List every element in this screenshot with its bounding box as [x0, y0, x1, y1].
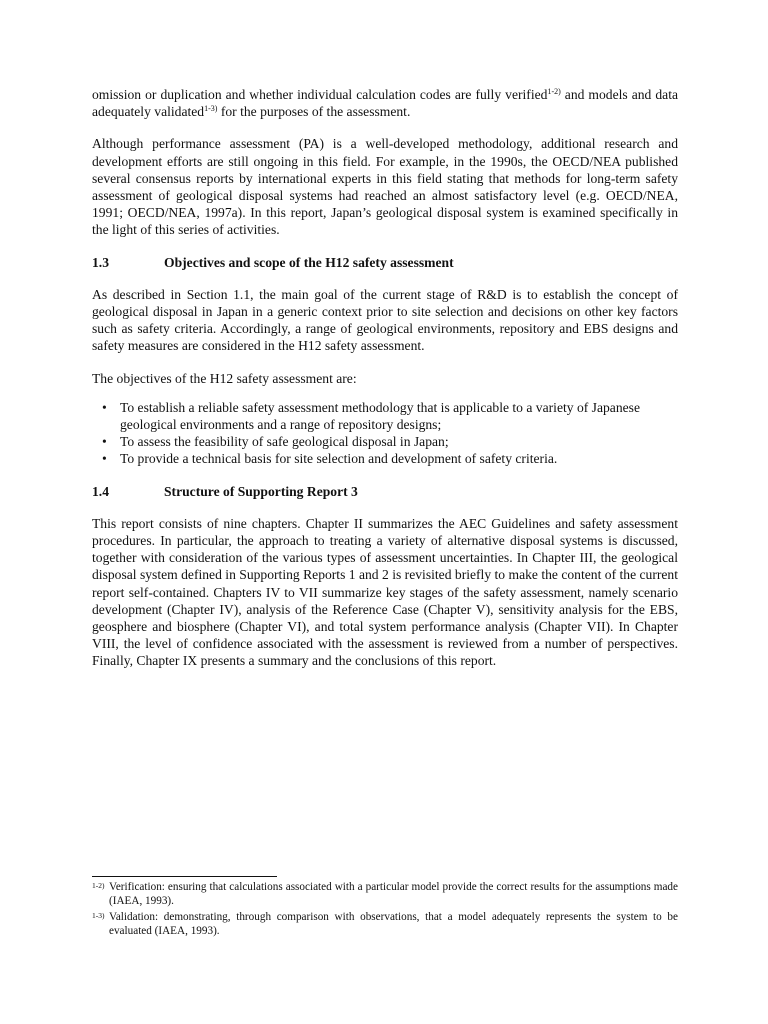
objectives-list [92, 399, 678, 468]
footnote-mark: 1-3) [92, 911, 105, 920]
body-text [92, 86, 678, 670]
section-title: Objectives and scope of the H12 safety assessment [164, 254, 454, 270]
list-item: • To assess the feasibility of safe geological disposal in Japan; [102, 434, 449, 450]
bullet-icon: • [102, 399, 107, 415]
list-item: • To establish a reliable safety assessment methodology that is applicable to a variety of Japanese geological environments and a range of repository designs; [102, 399, 640, 433]
objectives-intro: The objectives of the H12 safety assessment are: [92, 370, 357, 386]
footnote-ref-1-2[interactable]: 1-2) [547, 87, 561, 96]
bullet-icon: • [102, 434, 107, 450]
list-item: • To provide a technical basis for site selection and development of safety criteria. [102, 451, 558, 467]
footnote-ref-1-3[interactable]: 1-3) [204, 104, 218, 114]
footnote-mark: 1-2) [92, 881, 105, 890]
bullet-icon: • [102, 451, 107, 467]
section-number: 1.3 [92, 254, 109, 270]
section-heading-1-4 [92, 483, 678, 500]
footnote-1-2: 1-2) Verification: ensuring that calculations associated with a particular model provide the correct results for the assumptions made (IAEA, 1993). [92, 881, 678, 907]
section-number: 1.4 [92, 483, 109, 499]
footnotes [92, 880, 678, 940]
footnote-1-3: 1-3) Validation: demonstrating, through comparison with observations, that a model adequately represents the system to be evaluated (IAEA, 1993). [92, 911, 678, 937]
paragraph-report-structure: This report consists of nine chapters. Chapter II summarizes the AEC Guidelines and safety assessment procedures. In particular, the approach to treating a variety of alternative disposal systems is discussed, together with consideration of the various types of assessment uncertainties. In Chapter III, the geological disposal system defined in Supporting Reports 1 and 2 is revisited briefly to make the content of the current report self-contained. Chapters IV to VII summarize key stages of the safety assessment, namely scenario development (Chapter IV), analysis of the Reference Case (Chapter V), sensitivity analysis for the EBS, geosphere and biosphere (Chapter VI), and total system performance analysis (Chapter VII). In Chapter VIII, the level of confidence associated with the assessment is reviewed from a number of perspectives. Finally, Chapter IX presents a summary and the conclusions of this report. [92, 515, 678, 669]
footnote-divider [92, 876, 277, 877]
paragraph-objectives-scope: As described in Section 1.1, the main goal of the current stage of R&D is to establish the concept of geological disposal in Japan in a generic context prior to site selection and decisions on other key factors such as safety criteria. Accordingly, a range of geological environments, repository and EBS designs and safety measures are considered in the H12 safety assessment. [92, 286, 678, 354]
paragraph-verification-validation: omission or duplication and whether individual calculation codes are fully verified$^{1-2)}$ and models and data adequately validated$^{1-3)}$ for the purposes of the assessment. [92, 87, 679, 120]
paragraph-performance-assessment: Although performance assessment (PA) is a well-developed methodology, additional research and development efforts are still ongoing in this field. For example, in the 1990s, the OECD/NEA published several consensus reports by international experts in this field stating that methods for long-term safety assessment of geological disposal systems had reached an almost satisfactory level (e.g. OECD/NEA, 1991; OECD/NEA, 1997a). In this report, Japan’s geological disposal system is examined specifically in the light of this series of activities. [92, 136, 678, 238]
section-title: Structure of Supporting Report 3 [164, 483, 358, 499]
section-heading-1-3 [92, 254, 678, 271]
